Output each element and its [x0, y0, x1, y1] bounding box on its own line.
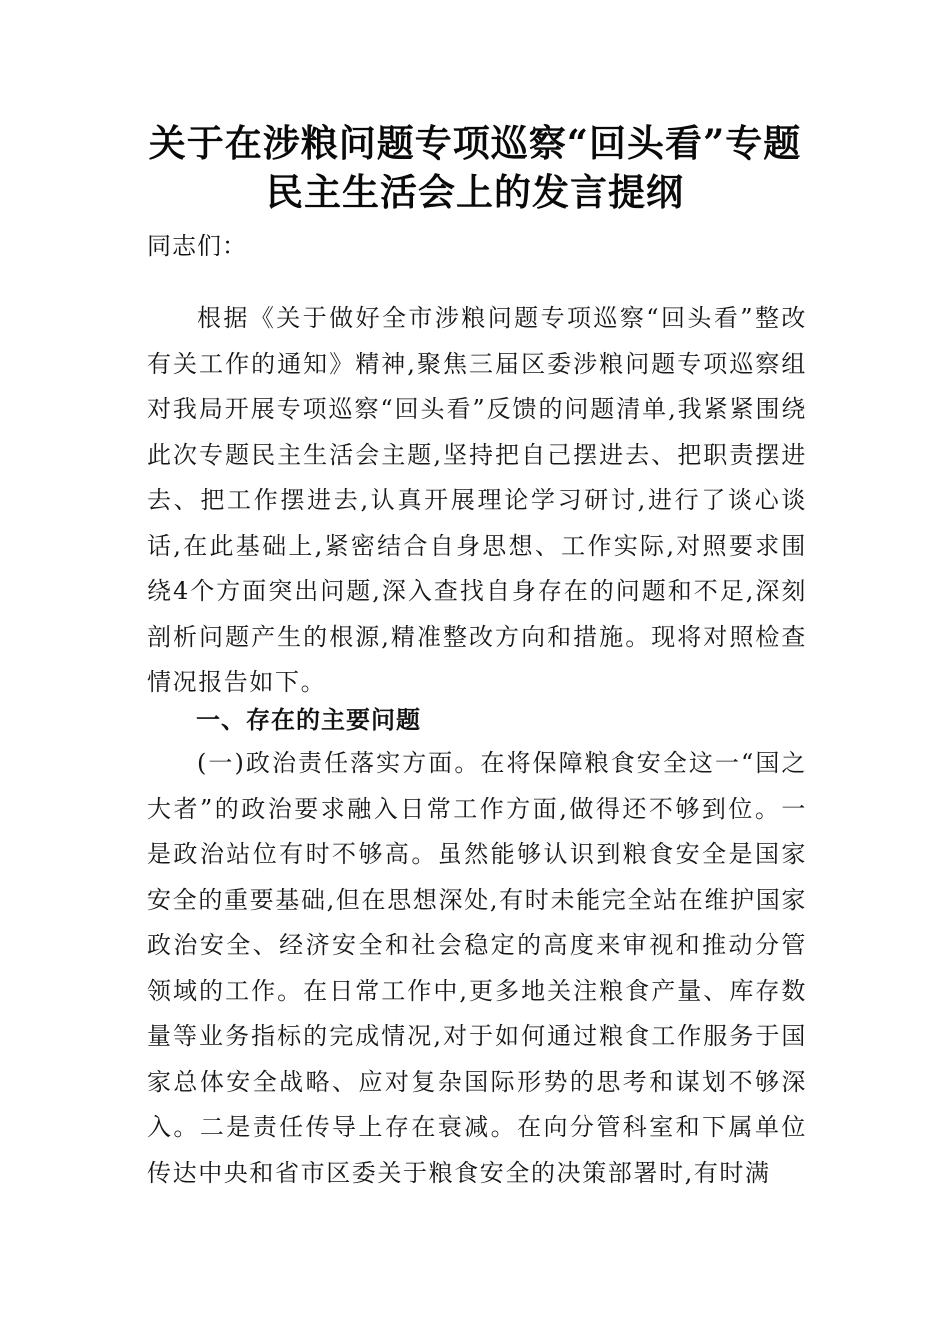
- section-heading-main-problems: 一、存在的主要问题: [196, 706, 421, 734]
- political-responsibility-paragraph: [147, 741, 807, 1196]
- intro-paragraph: 根据《关于做好全市涉粮问题专项巡察“回头看”整改有关工作的通知》精神,聚焦三届区委涉粮问题专项巡察组对我局开展专项巡察“回头看”反馈的问题清单,我紧紧围绕此次专题民主生活会主题,坚持把自己摆进去、把职责摆进去、把工作摆进去,认真开展理论学习研讨,进行了谈心谈话,在此基础上,紧密结合自身思想、工作实际,对照要求围绕4个方面突出问题,深入查找自身存在的问题和不足,深刻剖析问题产生的根源,精准整改方向和措施。现将对照检查情况报告如下。: [147, 304, 807, 696]
- subsection-body-text: 在将保障粮食安全这一“国之大者”的政治要求融入日常工作方面,做得还不够到位。一是政治站位有时不够高。虽然能够认识到粮食安全是国家安全的重要基础,但在思想深处,有时未能完全站在维护国家政治安全、经济安全和社会稳定的高度来审视和推动分管领域的工作。在日常工作中,更多地关注粮食产量、库存数量等业务指标的完成情况,对于如何通过粮食工作服务于国家总体安全战略、应对复杂国际形势的思考和谋划不够深入。二是责任传导上存在衰减。在向分管科室和下属单位传达中央和省市区委关于粮食安全的决策部署时,有时满: [147, 749, 807, 1187]
- document-title-line-1: 关于在涉粮问题专项巡察“回头看”专题: [148, 121, 802, 165]
- salutation: 同志们：: [147, 232, 247, 260]
- subsection-heading-political-responsibility: (一)政治责任落实方面。: [197, 749, 481, 777]
- document-title-line-2: 民主生活会上的发言提纲: [266, 170, 684, 214]
